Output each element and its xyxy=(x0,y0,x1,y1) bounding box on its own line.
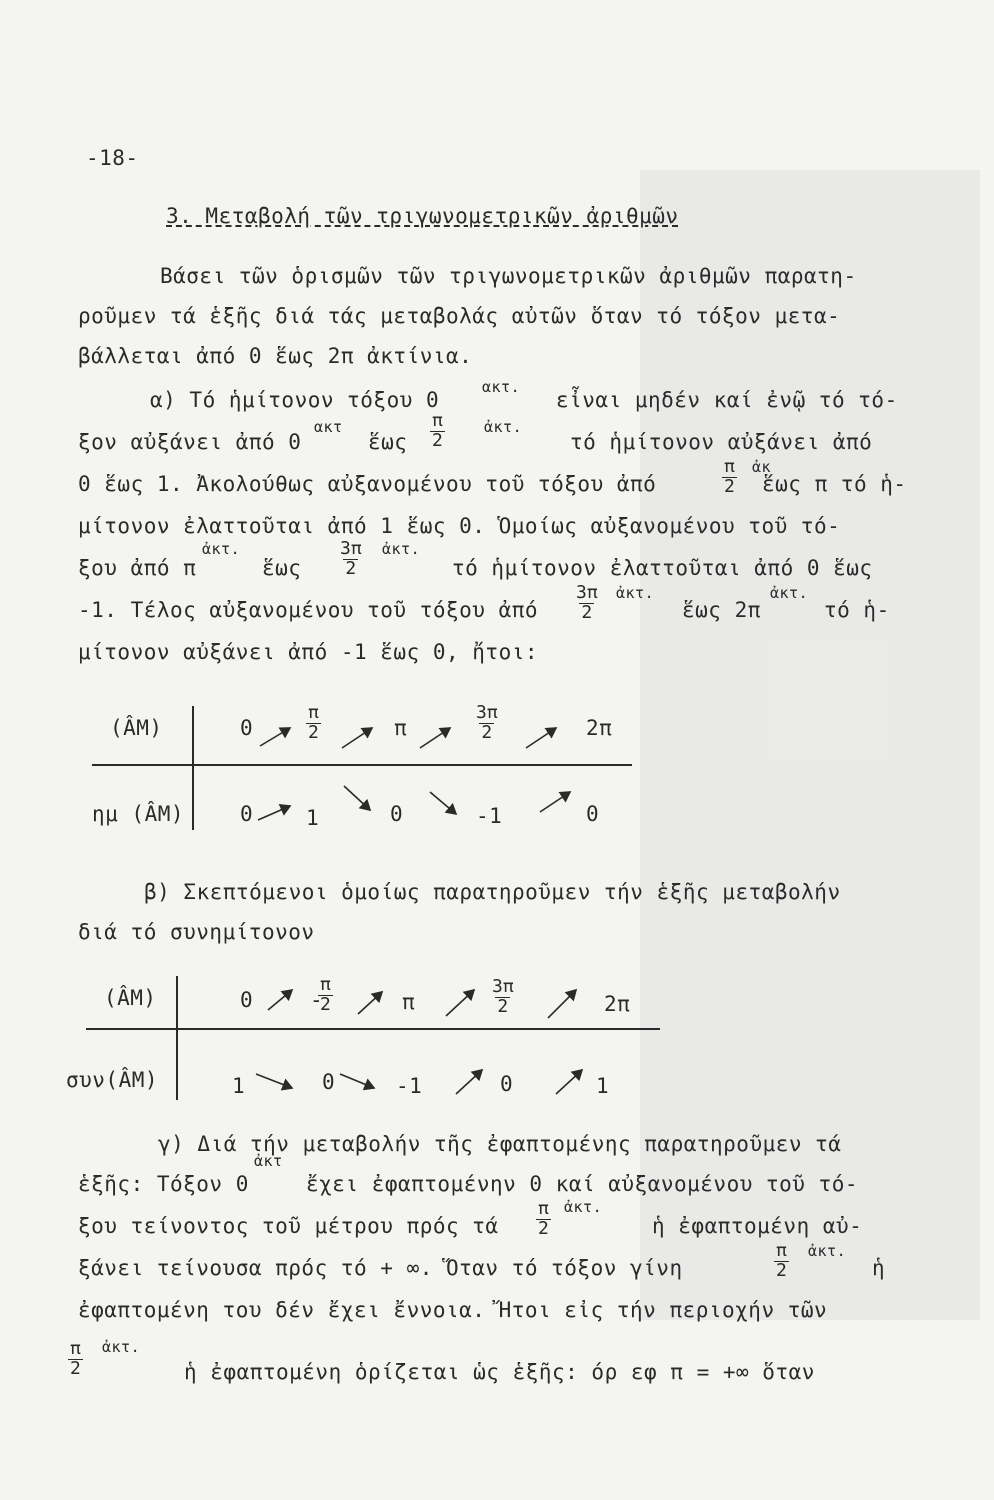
section-title: 3. Μεταβολή τῶν τριγωνομετρικῶν ἀριθμῶν xyxy=(166,204,679,228)
sin-table-value: π xyxy=(394,716,408,740)
gamma-line3b: ἡ ἐφαπτομένη αὐ- xyxy=(652,1214,863,1238)
gamma-line2a: ἑξῆς: Τόξον 0 xyxy=(78,1172,249,1196)
alpha-line3b: ἕως π τό ἡ- xyxy=(762,472,907,496)
alpha-line3-sup: ἀκ xyxy=(752,458,772,476)
sin-table-value: 0 xyxy=(240,716,254,740)
alpha-line6b: ἕως 2π xyxy=(682,598,761,622)
alpha-line5b: ἕως xyxy=(262,556,302,580)
para1-line2: ροῦμεν τά ἑξῆς διά τάς μεταβολάς αὐτῶν ὅταν τό τόξον μετα- xyxy=(78,304,841,328)
arrow-up-icon xyxy=(420,728,450,748)
sin-table-value: 0 xyxy=(390,802,404,826)
alpha-line6c: τό ἡ- xyxy=(824,598,890,622)
arrow-up-icon xyxy=(358,992,382,1014)
gamma-line5: ἐφαπτομένη του δέν ἔχει ἔννοια. Ἤτοι εἰς τήν περιοχήν τῶν xyxy=(78,1298,828,1322)
cos-table-value: 0 xyxy=(500,1072,514,1096)
arrow-up-icon xyxy=(260,728,290,746)
alpha-line6-sup2: ἀκτ. xyxy=(770,584,809,602)
fraction-denominator: 2 xyxy=(497,995,509,1017)
arrow-up-icon xyxy=(540,792,570,812)
alpha-line2-sup: ακτ xyxy=(314,418,343,436)
fraction-numerator: π xyxy=(538,1198,549,1219)
cos-table-value: 2π xyxy=(604,992,631,1016)
arrow-up-icon xyxy=(342,728,372,748)
sin-table-value: 2π xyxy=(586,716,613,740)
sin-table-row2-label: ημ (ÂM) xyxy=(92,802,185,826)
cos-table-value: 1 xyxy=(596,1074,610,1098)
cos-table-value: 0 xyxy=(322,1070,336,1094)
fraction-denominator: 2 xyxy=(776,1259,787,1281)
gamma-line4b: ἡ xyxy=(872,1256,886,1280)
sin-table-row1-label: (ÂM) xyxy=(110,716,163,740)
gamma-line6b: ἡ ἐφαπτομένη ὁρίζεται ὡς ἑξῆς: όρ εφ π = +∞ ὅταν xyxy=(184,1360,815,1384)
sin-table-value: 0 xyxy=(586,802,600,826)
fraction-denominator: 2 xyxy=(481,721,493,743)
cos-table-value: 0 xyxy=(240,988,254,1012)
fraction-denominator: 2 xyxy=(320,993,331,1015)
gamma-line1: γ) Διά τήν μεταβολήν τῆς ἐφαπτομένης παρατηροῦμεν τά xyxy=(158,1132,842,1156)
fraction-denominator: 2 xyxy=(432,429,443,451)
arrow-up-icon xyxy=(446,990,474,1016)
arrow-down-icon xyxy=(430,792,456,814)
sin-table-value: 0 xyxy=(240,802,254,826)
fraction-numerator: π xyxy=(320,974,331,995)
fraction-numerator: 3π xyxy=(340,538,362,559)
gamma-line6-sup: ἀκτ. xyxy=(102,1338,141,1356)
alpha-line5a: ξου ἀπό π xyxy=(78,556,197,580)
alpha-line3a: 0 ἕως 1. Ἀκολούθως αὐξανομένου τοῦ τόξου ἀπό xyxy=(78,472,657,496)
beta-line2: διά τό συνημίτονον xyxy=(78,920,315,944)
arrow-up-icon xyxy=(526,728,556,748)
alpha-line5-sup2: ἀκτ. xyxy=(382,540,421,558)
fraction-denominator: 2 xyxy=(581,601,593,623)
alpha-line5-sup: ἀκτ. xyxy=(202,540,241,558)
alpha-line2-sup2: ἀκτ. xyxy=(484,418,523,436)
fraction-denominator: 2 xyxy=(308,721,319,743)
arrow-up-icon xyxy=(456,1070,482,1094)
alpha-line4: μίτονον ἐλαττοῦται ἀπό 1 ἕως 0. Ὁμοίως αὐξανομένου τοῦ τό- xyxy=(78,514,841,538)
cos-table-value: 1 xyxy=(232,1074,246,1098)
arrow-up-icon xyxy=(268,990,292,1010)
alpha-line2a: ξον αὐξάνει ἀπό 0 xyxy=(78,430,302,454)
fraction-numerator: 3π xyxy=(492,976,514,997)
arrow-up-icon xyxy=(556,1070,582,1094)
fraction-numerator: π xyxy=(724,456,735,477)
arrow-up-icon xyxy=(548,990,576,1018)
gamma-line3-sup: ἀκτ. xyxy=(564,1198,603,1216)
alpha-line1: α) Τό ἡμίτονον τόξου 0 xyxy=(150,388,440,412)
sin-table-value: 1 xyxy=(306,806,320,830)
cos-table-row2-label: συν(ÂM) xyxy=(66,1068,159,1092)
sin-table-value: -1 xyxy=(476,804,503,828)
gamma-line4a: ξάνει τείνουσα πρός τό + ∞. Ὅταν τό τόξον γίνη xyxy=(78,1256,683,1280)
para1-line1: Βάσει τῶν ὁρισμῶν τῶν τριγωνομετρικῶν ἀριθμῶν παρατη- xyxy=(160,264,857,288)
fraction-numerator: π xyxy=(432,410,443,431)
fraction-denominator: 2 xyxy=(70,1357,81,1379)
fraction-numerator: 3π xyxy=(476,702,498,723)
gamma-line2-sup: ἀκτ xyxy=(254,1152,283,1170)
gamma-line4-sup: ἀκτ. xyxy=(808,1242,847,1260)
arrow-up-icon xyxy=(258,806,290,820)
alpha-line1-sup: ακτ. xyxy=(482,378,521,396)
alpha-line2b: ἕως xyxy=(368,430,408,454)
fraction-denominator: 2 xyxy=(345,557,357,579)
alpha-line6-sup: ἀκτ. xyxy=(616,584,655,602)
alpha-line5c: τό ἡμίτονον ἐλαττοῦται ἀπό 0 ἕως xyxy=(452,556,873,580)
fraction-numerator: π xyxy=(308,702,319,723)
alpha-line6a: -1. Τέλος αὐξανομένου τοῦ τόξου ἀπό xyxy=(78,598,539,622)
para1-line3: βάλλεται ἀπό 0 ἕως 2π ἀκτίνια. xyxy=(78,344,473,368)
alpha-line2c: τό ἡμίτονον αὐξάνει ἀπό xyxy=(570,430,873,454)
fraction-numerator: π xyxy=(70,1338,81,1359)
cos-table-minus: - xyxy=(310,988,324,1012)
page-number: -18- xyxy=(86,146,139,170)
alpha-line7: μίτονον αὐξάνει ἀπό -1 ἕως 0, ἤτοι: xyxy=(78,640,539,664)
beta-line1: β) Σκεπτόμενοι ὁμοίως παρατηροῦμεν τήν ἑξῆς μεταβολήν xyxy=(144,880,841,904)
arrow-down-icon xyxy=(256,1074,292,1088)
fraction-denominator: 2 xyxy=(538,1217,549,1239)
arrow-down-icon xyxy=(344,786,370,810)
alpha-line1b: εἶναι μηδέν καί ἐνῷ τό τό- xyxy=(556,388,898,412)
cos-table-value: π xyxy=(402,990,416,1014)
cos-table-value: -1 xyxy=(396,1074,423,1098)
fraction-numerator: 3π xyxy=(576,582,598,603)
fraction-denominator: 2 xyxy=(724,475,735,497)
gamma-line2b: ἔχει ἐφαπτομένην 0 καί αὐξανομένου τοῦ τό- xyxy=(306,1172,859,1196)
gamma-line3a: ξου τείνοντος τοῦ μέτρου πρός τά xyxy=(78,1214,499,1238)
fraction-numerator: π xyxy=(776,1240,787,1261)
arrow-down-icon xyxy=(340,1074,374,1088)
cos-table-row1-label: (ÂM) xyxy=(104,986,157,1010)
